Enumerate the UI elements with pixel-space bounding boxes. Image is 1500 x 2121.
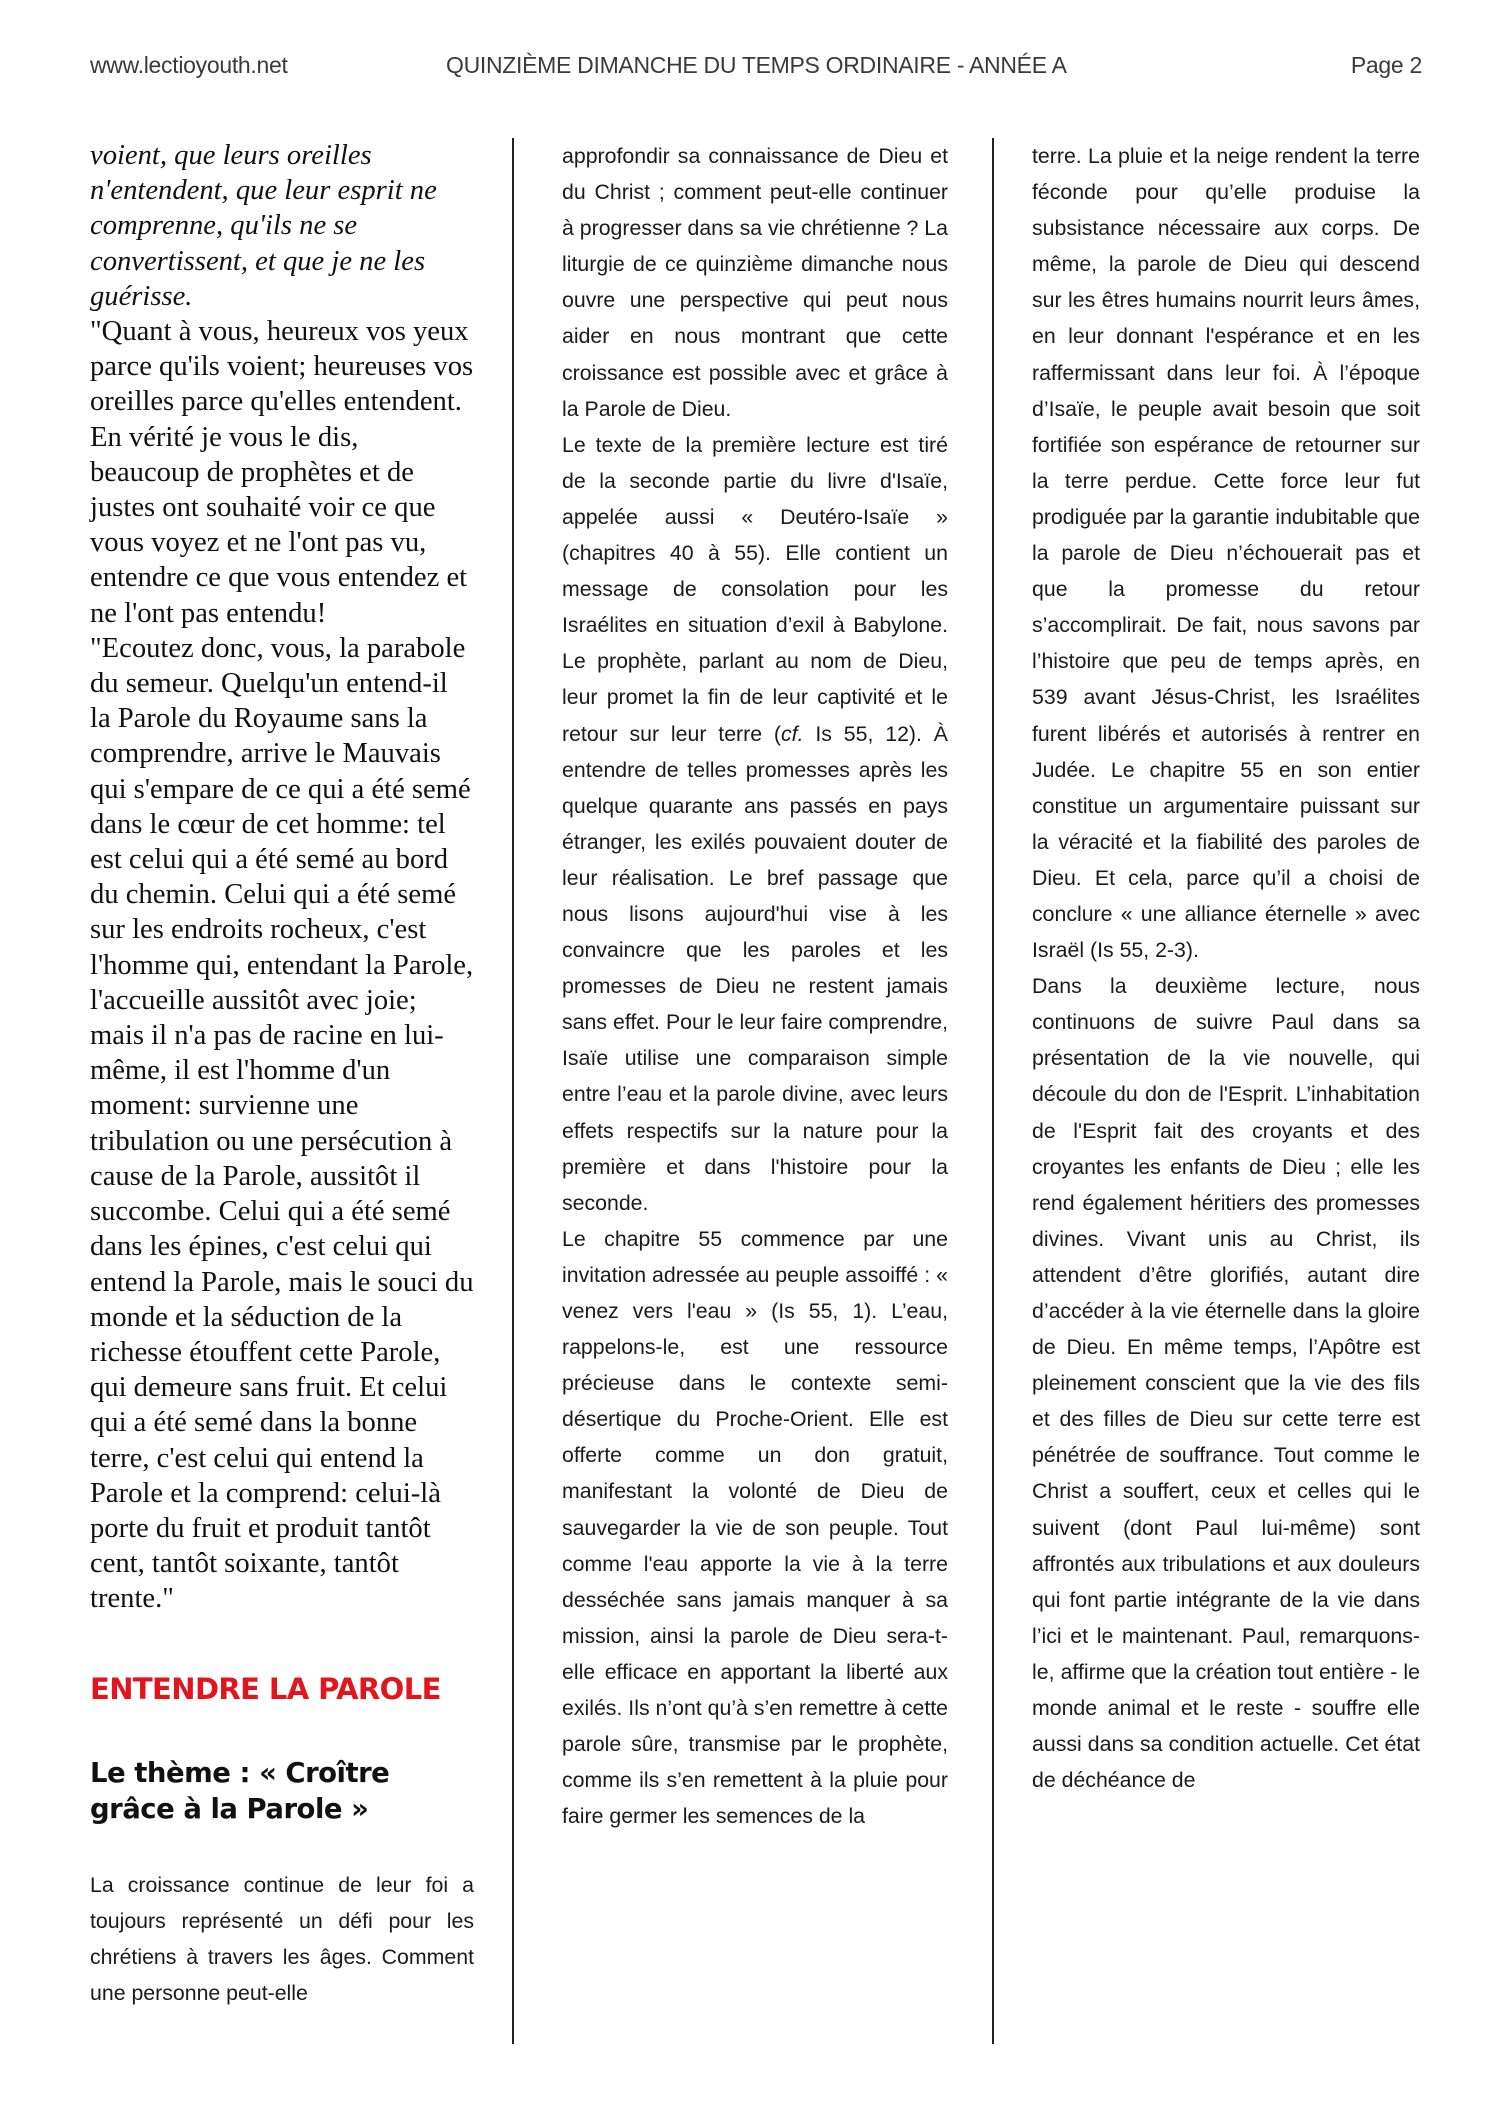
body-text bbox=[90, 1867, 474, 2011]
scripture-italic-passage: voient, que leurs oreilles n'entendent, que leur esprit ne comprenne, qu'ils ne se convertissent, et que je ne les guérisse. bbox=[90, 140, 437, 312]
body-text bbox=[562, 138, 948, 1834]
header-title: QUINZIÈME DIMANCHE DU TEMPS ORDINAIRE - ANNÉE A bbox=[446, 52, 1067, 78]
cf-abbreviation: cf. bbox=[781, 721, 804, 746]
scripture-paragraph: "Ecoutez donc, vous, la parabole du semeur. Quelqu'un entend-il la Parole du Royaume sans la comprendre, arrive le Mauvais qui s'empare de ce qui a été semé dans le cœur de cet homme: tel est celui qui a été semé au bord du chemin. Celui qui a été semé sur les endroits rocheux, c'est l'homme qui, entendant la Parole, l'accueille aussitôt avec joie; mais il n'a pas de racine en lui-même, il est l'homme d'un moment: survienne une tribulation ou une persécution à cause de la Parole, aussitôt il succombe. Celui qui a été semé dans les épines, c'est celui qui entend la Parole, mais le souci du monde et la séduction de la richesse étouffent cette Parole, qui demeure sans fruit. Et celui qui a été semé dans la bonne terre, c'est celui qui entend la Parole et la comprend: celui-là porte du fruit et produit tantôt cent, tantôt soixante, tantôt trente." bbox=[90, 632, 474, 1615]
column-2 bbox=[562, 138, 948, 1834]
body-paragraph: Dans la deuxième lecture, nous continuons de suivre Paul dans sa présentation de la vie nouvelle, qui découle du don de l'Esprit. L’inhabitation de l'Esprit fait des croyants et des croyantes les enfants de Dieu ; elle les rend également héritiers des promesses divines. Vivant unis au Christ, ils attendent d’être glorifiés, autant dire d’accéder à la vie éternelle dans la gloire de Dieu. En même temps, l’Apôtre est pleinement conscient que la vie des fils et des filles de Dieu sur cette terre est pénétrée de souffrance. Tout comme le Christ a souffert, ceux et celles qui le suivent (dont Paul lui-même) sont affrontés aux tribulations et aux douleurs qui font partie intégrante de la vie dans l’ici et le maintenant. Paul, remarquons-le, affirme que la création tout entière - le monde animal et le reste - souffre elle aussi dans sa condition actuelle. Cet état de déchéance de bbox=[1032, 974, 1420, 1793]
scripture-paragraph: "Quant à vous, heureux vos yeux parce qu'ils voient; heureuses vos oreilles parce qu'elles entendent. En vérité je vous le dis, beaucoup de prophètes et de justes ont souhaité voir ce que vous voyez et ne l'ont pas vu, entendre ce que vous entendez et ne l'ont pas entendu! bbox=[90, 316, 474, 629]
body-text-span: Is 55, 12). À entendre de telles promesses après les quelque quarante ans passés en pays étranger, les exilés pouvaient douter de leur réalisation. Le bref passage que nous lisons aujourd'hui vise à les convaincre que les paroles et les promesses de Dieu ne restent jamais sans effet. Pour le leur faire comprendre, Isaïe utilise une comparaison simple entre l’eau et la parole divine, avec leurs effets respectifs sur la nature pour la première et dans l'histoire pour la seconde. bbox=[562, 721, 948, 1215]
body-paragraph: terre. La pluie et la neige rendent la terre féconde pour qu’elle produise la subsistance nécessaire aux corps. De même, la parole de Dieu qui descend sur les êtres humains nourrit leurs âmes, en leur donnant l'espérance et en les raffermissant dans leur foi. À l’époque d’Isaïe, le peuple avait besoin que soit fortifiée son espérance de retourner sur la terre perdue. Cette force leur fut prodiguée par la garantie indubitable que la parole de Dieu n’échouerait pas et que la promesse du retour s’accomplirait. De fait, nous savons par l’histoire que peu de temps après, en 539 avant Jésus-Christ, les Israélites furent libérés et autorisés à rentrer en Judée. Le chapitre 55 en son entier constitue un argumentaire puissant sur la véracité et la fiabilité des paroles de Dieu. Et cela, parce qu’il a choisi de conclure « une alliance éternelle » avec Israël (Is 55, 2-3). bbox=[1032, 144, 1420, 963]
body-text bbox=[1032, 138, 1420, 1798]
column-1 bbox=[90, 138, 474, 2011]
body-paragraph bbox=[562, 427, 948, 1221]
theme-heading: Le thème : « Croître grâce à la Parole » bbox=[90, 1756, 390, 1825]
column-3 bbox=[1032, 138, 1420, 1798]
gospel-excerpt bbox=[90, 138, 474, 1617]
page-number: Page 2 bbox=[1350, 52, 1422, 78]
body-paragraph: La croissance continue de leur foi a toujours représenté un défi pour les chrétiens à travers les âges. Comment une personne peut-elle bbox=[90, 1872, 474, 2005]
column-divider bbox=[992, 138, 994, 2044]
body-paragraph: approfondir sa connaissance de Dieu et du Christ ; comment peut-elle continuer à progresser dans sa vie chrétienne ? La liturgie de ce quinzième dimanche nous ouvre une perspective qui peut nous aider en nous montrant que cette croissance est possible avec et grâce à la Parole de Dieu. bbox=[562, 144, 948, 421]
body-text-span: Le texte de la première lecture est tiré de la seconde partie du livre d'Isaïe, appelée aussi « Deutéro-Isaïe » (chapitres 40 à 55). Elle contient un message de consolation pour les Israélites en situation d’exil à Babylone. Le prophète, parlant au nom de Dieu, leur promet la fin de leur captivité et le retour sur leur terre ( bbox=[562, 432, 948, 746]
header-site-url: www.lectioyouth.net bbox=[90, 52, 288, 78]
section-title: ENTENDRE LA PAROLE bbox=[90, 1671, 441, 1706]
column-divider bbox=[512, 138, 514, 2044]
body-paragraph: Le chapitre 55 commence par une invitation adressée au peuple assoiffé : « venez vers l'eau » (Is 55, 1). L’eau, rappelons-le, est une ressource précieuse dans le contexte semi-désertique du Proche-Orient. Elle est offerte comme un don gratuit, manifestant la volonté de Dieu de sauvegarder la vie de son peuple. Tout comme l'eau apporte la vie à la terre desséchée sans jamais manquer à sa mission, ainsi la parole de Dieu sera-t-elle efficace en apportant la liberté aux exilés. Ils n’ont qu’à s’en remettre à cette parole sûre, transmise par le prophète, comme ils s’en remettent à la pluie pour faire germer les semences de la bbox=[562, 1226, 948, 1829]
